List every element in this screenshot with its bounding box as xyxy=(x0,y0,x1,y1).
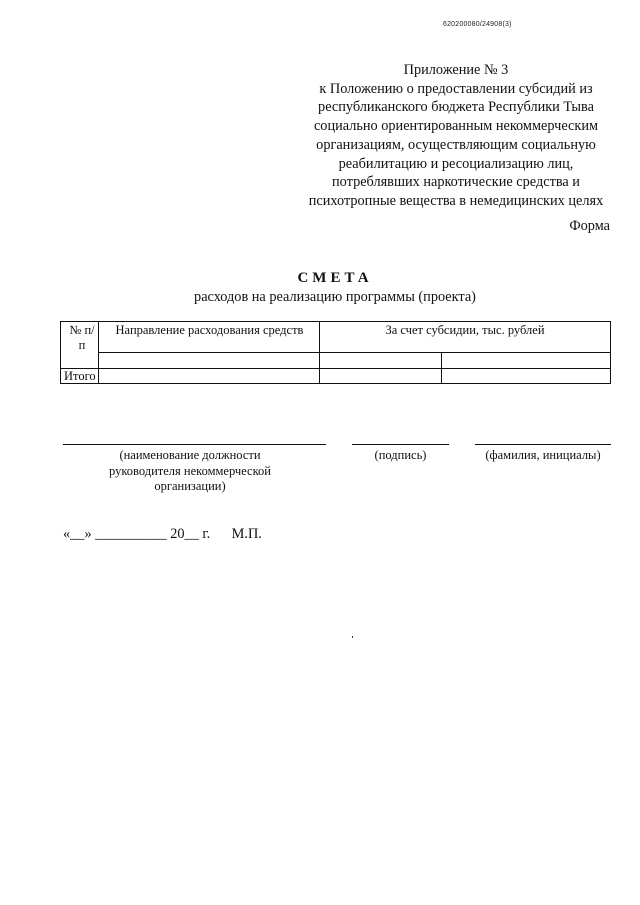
document-subtitle: расходов на реализацию программы (проекта) xyxy=(194,289,476,305)
appendix-line: республиканского бюджета Республики Тыва xyxy=(318,99,594,116)
signature-line xyxy=(352,444,449,445)
appendix-line: психотропные вещества в немедицинских целях xyxy=(308,192,604,209)
appendix-line: организациям, осуществляющим социальную xyxy=(316,136,596,153)
name-signature-line xyxy=(475,444,611,445)
table-divider xyxy=(61,368,610,369)
total-row-label: Итого xyxy=(64,369,96,383)
column-header-direction: Направление расходования средств xyxy=(115,323,304,337)
form-label: Форма xyxy=(569,218,610,234)
appendix-line: потреблявших наркотические средства и xyxy=(332,174,580,191)
document-id: 620200080/24908(3) xyxy=(443,21,512,28)
date-stamp-line: «__» __________ 20__ г. М.П. xyxy=(63,526,262,542)
appendix-line: Приложение № 3 xyxy=(403,62,509,78)
position-caption: (наименование должности руководителя некоммерческой организации) xyxy=(109,448,271,493)
signature-caption: (подпись) xyxy=(374,448,427,462)
budget-table xyxy=(60,321,611,384)
name-caption: (фамилия, инициалы) xyxy=(485,448,601,462)
column-header-subsidy: За счет субсидии, тыс. рублей xyxy=(385,323,545,337)
position-signature-line xyxy=(63,444,326,445)
document-title: СМЕТА xyxy=(297,270,373,286)
appendix-line: социально ориентированным некоммерческим xyxy=(313,118,599,135)
appendix-line: реабилитацию и ресоциализацию лиц, xyxy=(338,155,574,172)
appendix-block xyxy=(270,61,640,211)
scan-speck xyxy=(352,636,353,638)
column-header-number: № п/п xyxy=(69,323,95,352)
appendix-line: к Положению о предоставлении субсидий из xyxy=(319,80,593,97)
table-divider xyxy=(98,352,610,353)
